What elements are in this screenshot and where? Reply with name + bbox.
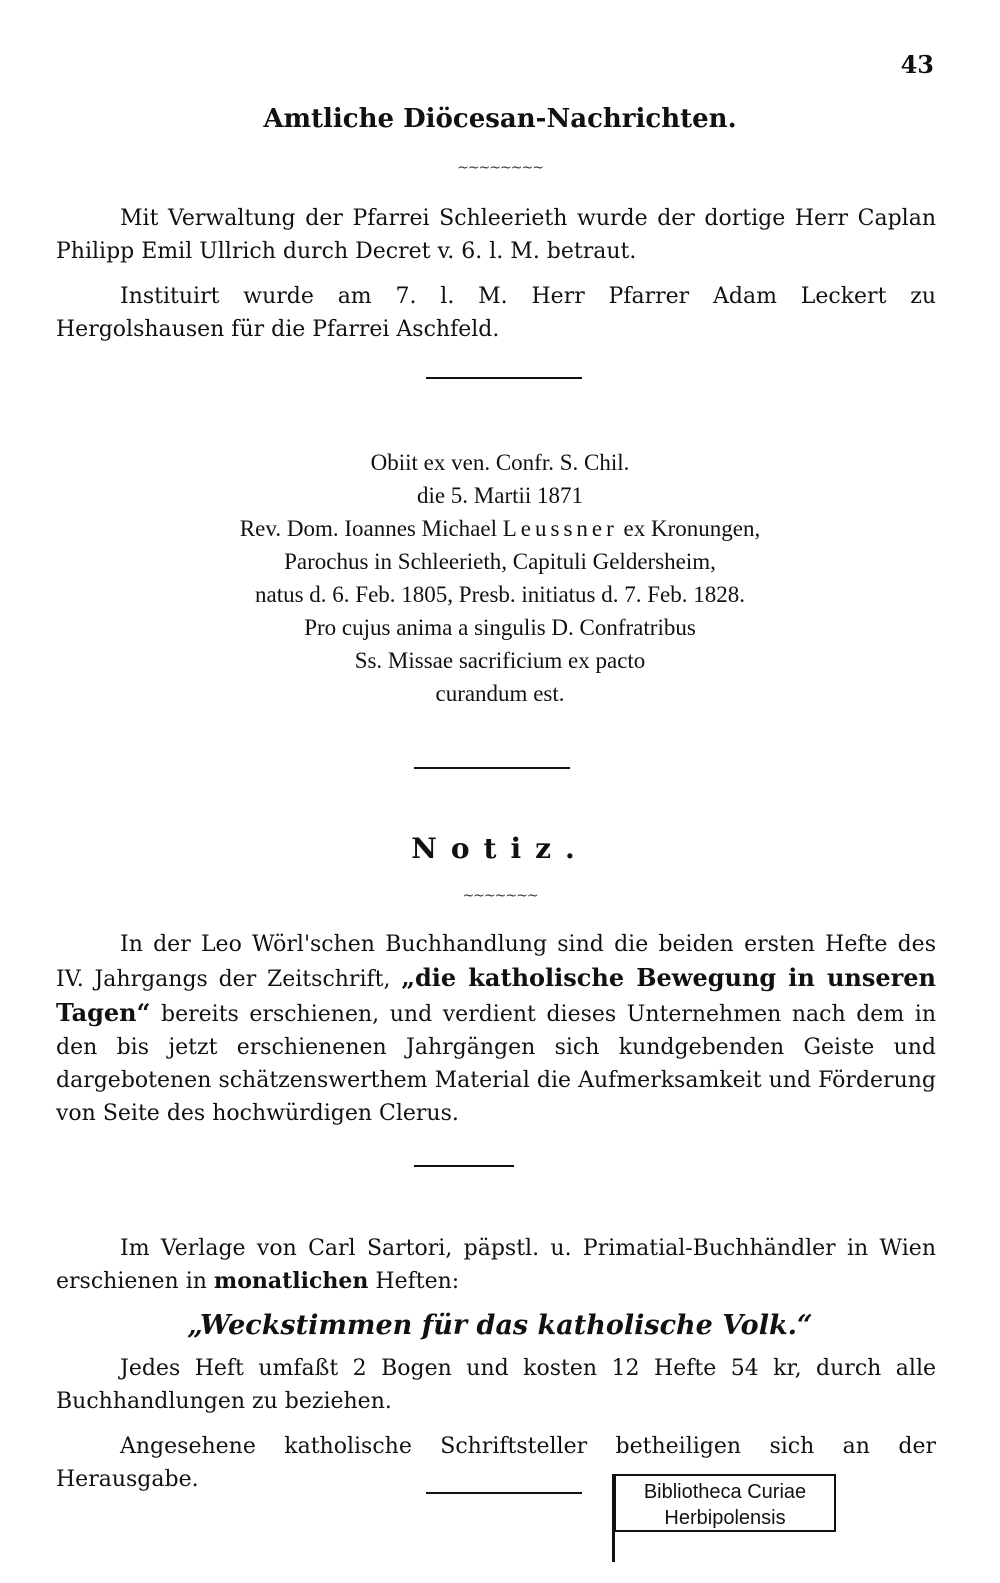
advert-authors: Angesehene katholische Schriftsteller betheiligen sich an der Herausgabe.	[56, 1434, 936, 1492]
notice-ornament: ~~~~~~~	[462, 888, 538, 904]
obit-name-prefix: Rev. Dom. Ioannes Michael	[239, 516, 503, 541]
obit-date: die 5. Martii 1871	[416, 483, 584, 508]
journal-title: „die katholische Bewegung in unseren Tagen“	[56, 963, 937, 1027]
section-divider	[426, 1492, 582, 1494]
section-divider	[426, 377, 582, 379]
advert-intro	[56, 1232, 936, 1298]
advert-monthly: monatlichen	[213, 1268, 369, 1294]
obit-line: natus d. 6. Feb. 1805, Presb. initiatus d. 7. Feb. 1828.	[254, 582, 746, 607]
page-number: 43	[900, 50, 934, 79]
advert-intro-end: Heften:	[368, 1269, 460, 1294]
section-divider	[414, 1165, 514, 1167]
heading-ornament: ~~~~~~~~	[457, 160, 543, 176]
appointment-paragraph: Mit Verwaltung der Pfarrei Schleerieth wurde der dortige Herr Caplan Philipp Emil Ullrich durch Decret v. 6. l. M. betraut.	[56, 206, 936, 264]
obit-name-line	[0, 512, 1000, 545]
stamp-line-1: Bibliotheca Curiae	[643, 1481, 807, 1503]
obit-line: Parochus in Schleerieth, Capituli Geldersheim,	[284, 549, 716, 574]
institution-paragraph: Instituirt wurde am 7. l. M. Herr Pfarrer Adam Leckert zu Hergolshausen für die Pfarrei Aschfeld.	[56, 284, 936, 342]
obituary-notice	[0, 446, 1000, 710]
stamp-line-2: Herbipolensis	[664, 1507, 786, 1529]
obit-line: Pro cujus anima a singulis D. Confratribus	[304, 615, 696, 640]
section-heading: Amtliche Diöcesan-Nachrichten.	[263, 104, 737, 134]
notice-title: Notiz.	[411, 832, 589, 865]
notice-paragraph	[56, 928, 936, 1130]
library-stamp	[614, 1474, 836, 1532]
obit-line: Obiit ex ven. Confr. S. Chil.	[370, 450, 630, 475]
advert-price: Jedes Heft umfaßt 2 Bogen und kosten 12 Hefte 54 kr, durch alle Buchhandlungen zu beziehen.	[56, 1356, 936, 1414]
advert-title: „Weckstimmen für das katholische Volk.“	[187, 1310, 813, 1341]
advert-intro-start: Im Verlage von Carl Sartori, päpstl. u. Primatial-Buchhändler in Wien erschienen in	[56, 1236, 936, 1294]
notice-text-start: In der Leo Wörl'schen Buchhandlung sind die beiden ersten Hefte des IV. Jahrgangs der Zeitschrift,	[56, 932, 936, 992]
notice-text-end: bereits erschienen, und verdient dieses Unternehmen nach dem in den bis jetzt erschienenen Jahrgängen sich kundgebenden Geiste und dargebotenen schätzenswerthem Material die Aufmerksamkeit und Förderung von Seite des hochwürdigen Clerus.	[56, 1002, 936, 1126]
obit-line: curandum est.	[435, 681, 565, 706]
obit-surname: Leussner	[502, 516, 618, 541]
section-divider	[414, 767, 570, 769]
obit-line: Ss. Missae sacrificium ex pacto	[354, 648, 646, 673]
obit-origin: ex Kronungen,	[617, 516, 761, 541]
